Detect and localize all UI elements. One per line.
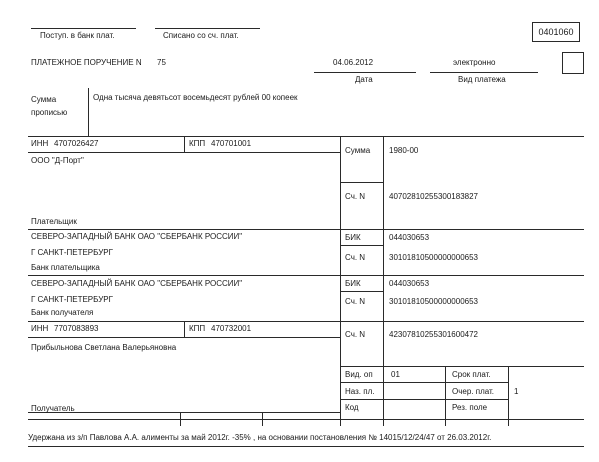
payer-bank-account: 30101810500000000653 (389, 253, 478, 262)
payer-kpp-label: КПП (189, 139, 206, 148)
payer-account: 40702810255300183827 (389, 192, 478, 201)
date-label: Дата (355, 75, 373, 84)
payee-bank-role-label: Банк получателя (31, 308, 94, 317)
debited-date-line (155, 28, 260, 29)
payment-purpose: Удержана из з/п Павлова А.А. алименты за май 2012г. -35% , на основании постановления № 14015/12/24/47 от 26.03.2012г. (28, 433, 492, 442)
payee-role-label: Получатель (31, 404, 75, 413)
payer-inn-label: ИНН (31, 139, 49, 148)
reserve-label: Рез. поле (452, 403, 488, 412)
amount-value: 1980-00 (389, 146, 419, 155)
payee-name: Прибыльнова Светлана Валерьяновна (31, 343, 177, 352)
grid-tick-4 (383, 419, 384, 426)
payer-bank-account-label: Сч. N (345, 253, 366, 262)
payee-kpp-label: КПП (189, 324, 206, 333)
grid-line-8 (28, 321, 584, 322)
op-type-value: 01 (391, 370, 400, 379)
payer-kpp: 470701001 (211, 139, 252, 148)
purpose-underline (28, 446, 584, 447)
payer-account-label: Сч. N (345, 192, 366, 201)
grid-line-6 (28, 275, 584, 276)
grid-v-5 (445, 366, 446, 419)
payee-bank-account: 30101810500000000653 (389, 297, 478, 306)
payee-inn: 7707083893 (54, 324, 99, 333)
grid-line-10 (340, 366, 584, 367)
grid-line-12 (340, 399, 508, 400)
grid-line-9 (28, 337, 340, 338)
payee-kpp: 470732001 (211, 324, 252, 333)
grid-v-4 (184, 321, 185, 337)
payee-bank-city: Г САНКТ-ПЕТЕРБУРГ (31, 295, 113, 304)
payer-bank-role-label: Банк плательщика (31, 263, 100, 272)
amount-words-value: Одна тысяча девятьсот восемьдесят рублей 00 копеек (93, 93, 298, 102)
payment-kind-line (430, 72, 538, 73)
payee-bank-bik: 044030653 (389, 279, 430, 288)
payee-account-label: Сч. N (345, 330, 366, 339)
grid-tick-2 (262, 412, 263, 426)
priority-value: 1 (514, 387, 519, 396)
grid-v-2 (340, 136, 341, 419)
status-box (562, 52, 584, 74)
amount-words-label-line2: прописью (31, 108, 68, 117)
payment-kind: электронно (453, 58, 496, 67)
payee-bank-account-label: Сч. N (345, 297, 366, 306)
grid-tick-6 (508, 419, 509, 426)
grid-line-14 (28, 419, 584, 420)
date-line (314, 72, 416, 73)
grid-line-3 (340, 182, 383, 183)
amount-label: Сумма (345, 146, 371, 155)
payer-bank-bik-label: БИК (345, 233, 361, 242)
payee-bank-bik-label: БИК (345, 279, 361, 288)
payer-name: ООО "Д-Порт" (31, 156, 84, 165)
payee-inn-label: ИНН (31, 324, 49, 333)
grid-tick-5 (445, 419, 446, 426)
form-code-box: 0401060 (532, 22, 580, 42)
payee-account: 42307810255301600472 (389, 330, 478, 339)
code-label: Код (345, 403, 359, 412)
payer-inn: 4707026427 (54, 139, 99, 148)
debited-label: Списано со сч. плат. (163, 31, 239, 40)
order-date: 04.06.2012 (333, 58, 374, 67)
amount-words-label-line1: Сумма (31, 95, 57, 104)
grid-line-4 (28, 229, 584, 230)
op-type-label: Вид. оп (345, 370, 373, 379)
payer-role-label: Плательщик (31, 217, 77, 226)
order-number: 75 (157, 58, 166, 67)
purpose-code-label: Наз. пл. (345, 387, 375, 396)
payee-bank-name: СЕВЕРО-ЗАПАДНЫЙ БАНК ОАО "СБЕРБАНК РОССИИ" (31, 279, 243, 288)
grid-v-1 (184, 136, 185, 152)
grid-v-6 (508, 366, 509, 419)
grid-line-11 (340, 382, 508, 383)
grid-line-7 (340, 291, 383, 292)
grid-line-5 (340, 245, 383, 246)
payer-bank-city: Г САНКТ-ПЕТЕРБУРГ (31, 248, 113, 257)
amount-words-divider (88, 88, 89, 136)
grid-tick-1 (180, 412, 181, 426)
payer-bank-bik: 044030653 (389, 233, 430, 242)
grid-line-13 (28, 412, 340, 413)
received-label: Поступ. в банк плат. (40, 31, 115, 40)
priority-label: Очер. плат. (452, 387, 495, 396)
payment-kind-label: Вид платежа (458, 75, 506, 84)
order-title: ПЛАТЕЖНОЕ ПОРУЧЕНИЕ N (31, 58, 142, 67)
received-date-line (31, 28, 136, 29)
grid-v-3 (383, 136, 384, 419)
grid-tick-3 (340, 419, 341, 426)
due-label: Срок плат. (452, 370, 491, 379)
payer-bank-name: СЕВЕРО-ЗАПАДНЫЙ БАНК ОАО "СБЕРБАНК РОССИИ" (31, 232, 243, 241)
grid-line-2 (28, 152, 340, 153)
grid-line-1 (28, 136, 584, 137)
